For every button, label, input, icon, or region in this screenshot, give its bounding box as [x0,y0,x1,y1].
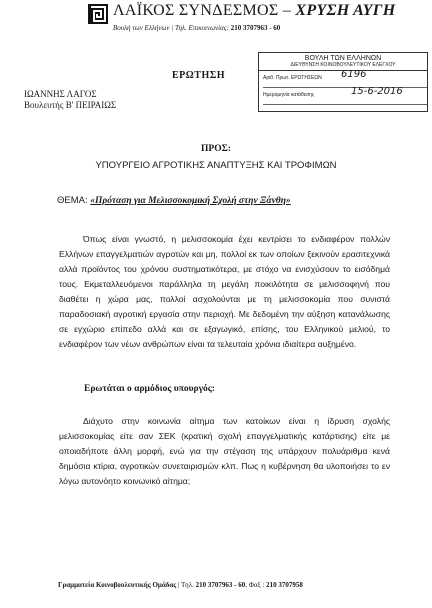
stamp-date-label: Ημερομηνία κατάθεσης [263,92,315,98]
document-type: ΕΡΩΤΗΣΗ [172,70,226,81]
party-contact-line [113,24,280,32]
stamp-subtitle: ΔΙΕΥΘΥΝΣΗ ΚΟΙΝΟΒΟΥΛΕΥΤΙΚΟΥ ΕΛΕΓΧΟΥ [259,62,427,71]
author-role: Βουλευτής Β' ΠΕΙΡΑΙΩΣ [24,100,117,110]
author-name: ΙΩΑΝΝΗΣ ΛΑΓΟΣ [24,89,97,99]
recipient-value: ΥΠΟΥΡΓΕΙΟ ΑΓΡΟΤΙΚΗΣ ΑΝΑΠΤΥΞΗΣ ΚΑΙ ΤΡΟΦΙΜΩΝ [95,160,337,171]
stamp-protocol-number: 6196 [341,69,367,80]
party-phone: 210 3707963 - 60 [230,24,281,32]
stamp-date-value: 15-6-2016 [351,86,403,97]
parliament-label: Βουλή των Ελλήνων [113,24,170,32]
footer-office: Γραμματεία Κοινοβουλευτικής Ομάδας [58,581,177,589]
footer-phone: 210 3707963 - 60 [195,581,246,589]
meander-logo-icon [88,4,108,24]
footer-fax: 210 3707958 [266,581,303,589]
body-paragraph-2: Διάχυτο στην κοινωνία αίτημα των κατοίκων είναι η ίδρυση σχολής μελισσοκομίας είτε σαν ΣΕΚ (κρατική σχολή επαγγελματικής κατάρτισης) είτε με οποιαδήποτε άλλη μορφή, ενώ για την στέγαση της υπάρχουν πολυάριθμα κενά δημόσια κτίρια, αγροτικών συνεταιρισμών κλπ. Πως η κυβέρνηση θα υλοποιήσει το εν λόγω αυτονόητο κοινωνικό αίτημα; [59,416,390,486]
subject-value: «Πρόταση για Μελισσοκομική Σχολή στην Ξάνθη» [90,196,291,206]
footer-fax-label: , Φαξ : [245,581,267,589]
subject-line [57,195,291,206]
body-paragraph-1: Όπως είναι γνωστό, η μελισσοκομία έχει κεντρίσει το ενδιαφέρον πολλών Ελλήνων επαγγελματιών αγροτών και μη, πολλοί εκ των οποίων ξεκινούν ερασιτεχνικά αλλά προϊόντος του χρόνου συστηματικότερα, με στόχο να ενισχύσουν το εισόδημά τους. Εκμεταλλευόμενοι παράλληλα τη μεγάλη ποικιλότητα σε μελισσοφηνή που διαθέτει η χώρα μας, πολλοί ασχολούνται με τη μελισσοκομία που συνιστά παραδοσιακή αγροτική εργασία στην περιοχή. Με δεδομένη την αύξηση κατανάλωσης σε εγχώριο επίπεδο αλλά και σε εξαγωγικό, επίσης, του Ελληνικού μελιού, το ενδιαφέρον των νέων ανθρώπων είναι τα τελευταία χρόνια ιδιαίτερα αυξημένο. [59,234,390,349]
footer [58,581,303,589]
recipient-label: ΠΡΟΣ: [201,144,231,154]
party-name [113,2,423,20]
question-heading: Ερωτάται ο αρμόδιος υπουργός: [84,384,215,394]
stamp-protocol-label: Αριθ. Πρωτ. ΕΡΩΤΗΣΕΩΝ [263,75,322,81]
stamp-row-date [263,86,427,105]
party-name-right: ΧΡΥΣΗ ΑΥΓΗ [295,2,396,19]
stamp-title: ΒΟΥΛΗ ΤΩΝ ΕΛΛΗΝΩΝ [304,55,382,62]
party-name-left: ΛΑΪΚΟΣ ΣΥΝΔΕΣΜΟΣ – [113,2,296,19]
parliament-stamp [258,52,428,112]
phone-label: | Τηλ. Επικοινωνίας: [169,24,231,32]
subject-label: ΘΕΜΑ: [57,195,91,206]
footer-phone-label: | Τηλ. [176,581,196,589]
